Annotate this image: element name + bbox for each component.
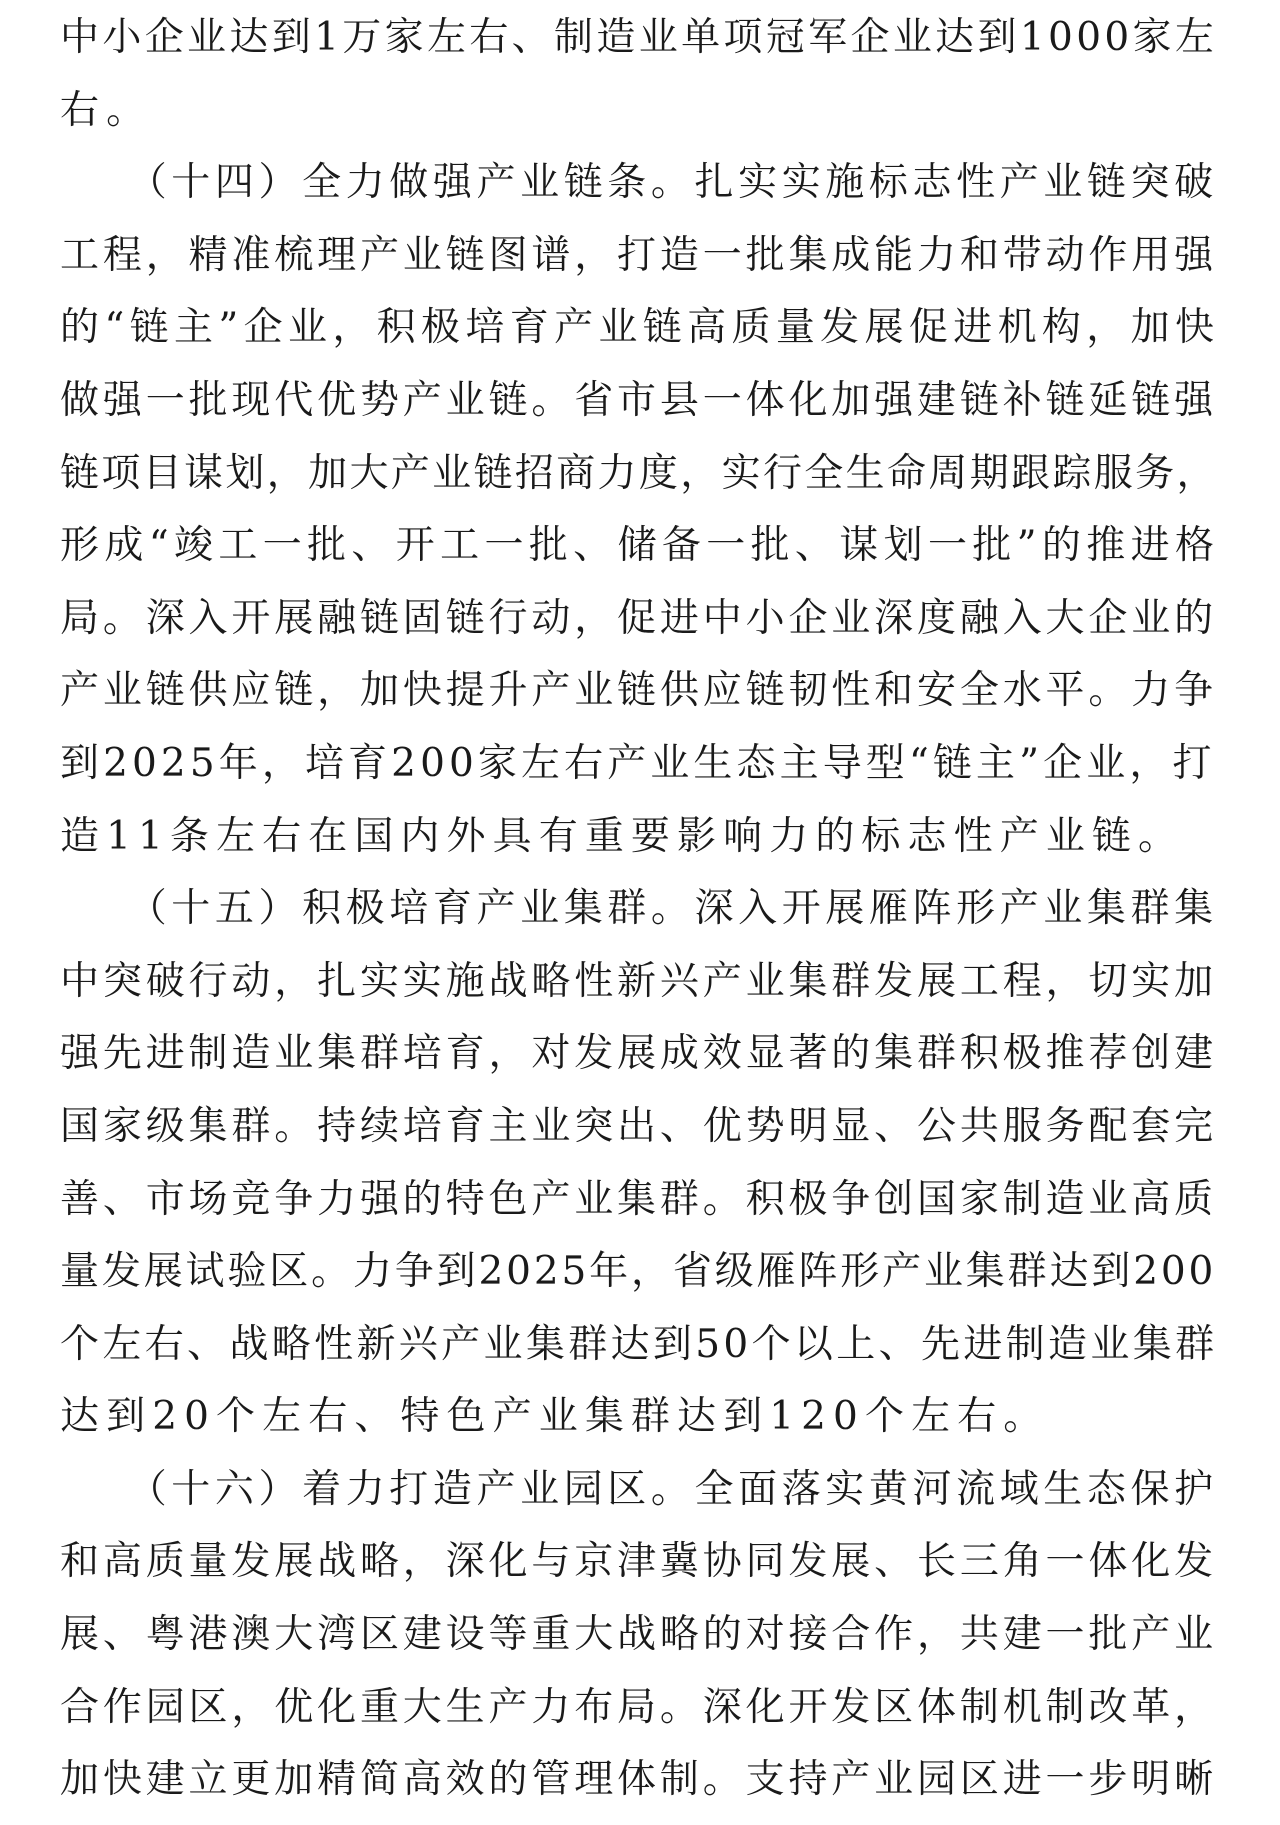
text-line: 展、粤港澳大湾区建设等重大战略的对接合作，共建一批产业 — [60, 1612, 1217, 1658]
text-line: 加快建立更加精简高效的管理体制。支持产业园区进一步明晰 — [60, 1757, 1217, 1803]
text-line: 形成“竣工一批、开工一批、储备一批、谋划一批”的推进格 — [60, 523, 1220, 569]
text-line: 工程，精准梳理产业链图谱，打造一批集成能力和带动作用强 — [60, 232, 1217, 278]
text-line: （十四）全力做强产业链条。扎实实施标志性产业链突破 — [60, 160, 1218, 206]
document-text — [60, 2, 1220, 1817]
text-line: 中小企业达到1万家左右、制造业单项冠军企业达到1000家左 — [60, 15, 1218, 60]
text-line: 局。深入开展融链固链行动，促进中小企业深度融入大企业的 — [60, 595, 1217, 641]
text-line: 国家级集群。持续培育主业突出、优势明显、公共服务配套完 — [60, 1103, 1217, 1149]
text-line: 和高质量发展战略，深化与京津冀协同发展、长三角一体化发 — [60, 1539, 1217, 1585]
text-line: 达到20个左右、特色产业集群达到120个左右。 — [60, 1394, 1050, 1440]
text-line: 的“链主”企业，积极培育产业链高质量发展促进机构，加快 — [60, 305, 1220, 351]
text-line: 中突破行动，扎实实施战略性新兴产业集群发展工程，切实加 — [60, 958, 1217, 1004]
text-line: 到2025年，培育200家左右产业生态主导型“链主”企业，打 — [60, 740, 1216, 786]
text-line: 善、市场竞争力强的特色产业集群。积极争创国家制造业高质 — [60, 1176, 1217, 1222]
text-line: 合作园区，优化重大生产力布局。深化开发区体制机制改革， — [60, 1684, 1217, 1730]
text-line: 做强一批现代优势产业链。省市县一体化加强建链补链延链强 — [60, 377, 1217, 423]
document-page — [60, 2, 1220, 1817]
text-line: （十五）积极培育产业集群。深入开展雁阵形产业集群集 — [60, 886, 1218, 932]
text-line: 量发展试验区。力争到2025年，省级雁阵形产业集群达到200 — [60, 1249, 1217, 1295]
text-line: 强先进制造业集群培育，对发展成效显著的集群积极推荐创建 — [60, 1031, 1217, 1077]
text-line: 造11条左右在国内外具有重要影响力的标志性产业链。 — [60, 813, 1185, 859]
text-line: （十六）着力打造产业园区。全面落实黄河流域生态保护 — [60, 1466, 1218, 1512]
text-line: 右。 — [60, 87, 153, 133]
text-line: 个左右、战略性新兴产业集群达到50个以上、先进制造业集群 — [60, 1321, 1218, 1367]
text-line: 产业链供应链，加快提升产业链供应链韧性和安全水平。力争 — [60, 668, 1217, 714]
text-line: 链项目谋划，加大产业链招商力度，实行全生命周期跟踪服务， — [60, 450, 1218, 496]
